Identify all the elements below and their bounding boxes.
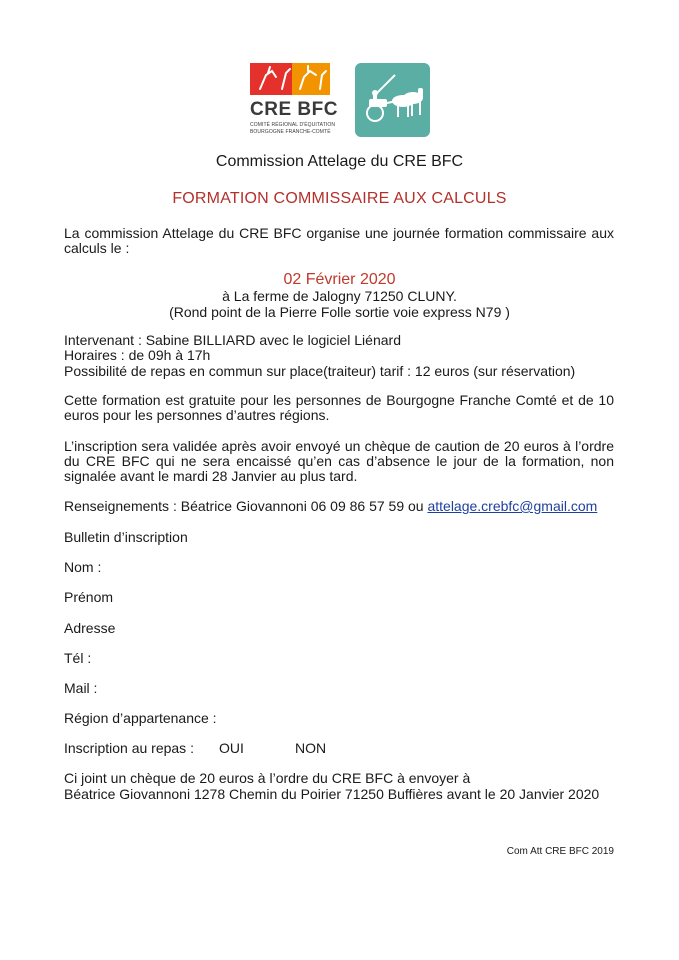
commission-title: Commission Attelage du CRE BFC (215, 153, 464, 170)
intro-paragraph: La commission Attelage du CRE BFC organise une journée formation commissaire aux calculs le : (64, 225, 614, 256)
hours-line: Horaires : de 09h à 17h (64, 347, 211, 363)
speaker-line: Intervenant : Sabine BILLIARD avec le logiciel Liénard (64, 332, 401, 348)
logo-wordmark: CRE BFC (250, 99, 338, 120)
cre-bfc-logo (250, 63, 338, 138)
contact-line (64, 499, 614, 514)
contact-email-link[interactable]: attelage.crebfc@gmail.com (427, 498, 598, 514)
registration-paragraph: L’inscription sera validée après avoir envoyé un chèque de caution de 20 euros à l’ordre du CRE BFC qui ne sera encaissé qu’en cas d’absence le jour de la formation, non signalée avant le mardi 28 Janvier au plus tard. (64, 438, 614, 484)
attelage-logo (355, 63, 430, 137)
event-date: 02 Février 2020 (283, 271, 396, 288)
form-field-prenom: Prénom (64, 589, 114, 605)
payment-line-1: Ci joint un chèque de 20 euros à l’ordre du CRE BFC à envoyer à (64, 770, 471, 786)
horse-carriage-icon (355, 63, 430, 137)
form-heading: Bulletin d’inscription (64, 529, 188, 545)
repas-oui-option: OUI (219, 740, 244, 756)
meal-line: Possibilité de repas en commun sur place(traiteur) tarif : 12 euros (sur réservation) (64, 363, 576, 379)
horse-riders-icon (250, 63, 330, 95)
form-field-adresse: Adresse (64, 620, 116, 636)
repas-non-option: NON (295, 740, 327, 756)
payment-line-2: Béatrice Giovannoni 1278 Chemin du Poirier 71250 Buffières avant le 20 Janvier 2020 (64, 786, 600, 802)
form-field-nom: Nom : (64, 559, 102, 575)
formation-title: FORMATION COMMISSAIRE AUX CALCULS (172, 190, 507, 207)
footer-credit: Com Att CRE BFC 2019 (506, 846, 614, 857)
logo-tagline-2: BOURGOGNE FRANCHE-COMTÉ (250, 129, 331, 135)
form-field-region: Région d’appartenance : (64, 710, 217, 726)
event-place: à La ferme de Jalogny 71250 CLUNY. (222, 288, 457, 304)
logo-tagline-1: COMITÉ RÉGIONAL D'ÉQUITATION (250, 122, 336, 128)
event-directions: (Rond point de la Pierre Folle sortie voie express N79 ) (169, 304, 510, 320)
pricing-paragraph: Cette formation est gratuite pour les personnes de Bourgogne Franche Comté et de 10 euros pour les personnes d’autres régions. (64, 392, 614, 423)
form-field-mail: Mail : (64, 680, 98, 696)
form-field-repas: Inscription au repas : (64, 740, 194, 756)
form-field-tel: Tél : (64, 650, 92, 666)
contact-label: Renseignements : Béatrice Giovannoni 06 09 86 57 59 ou (64, 498, 428, 514)
